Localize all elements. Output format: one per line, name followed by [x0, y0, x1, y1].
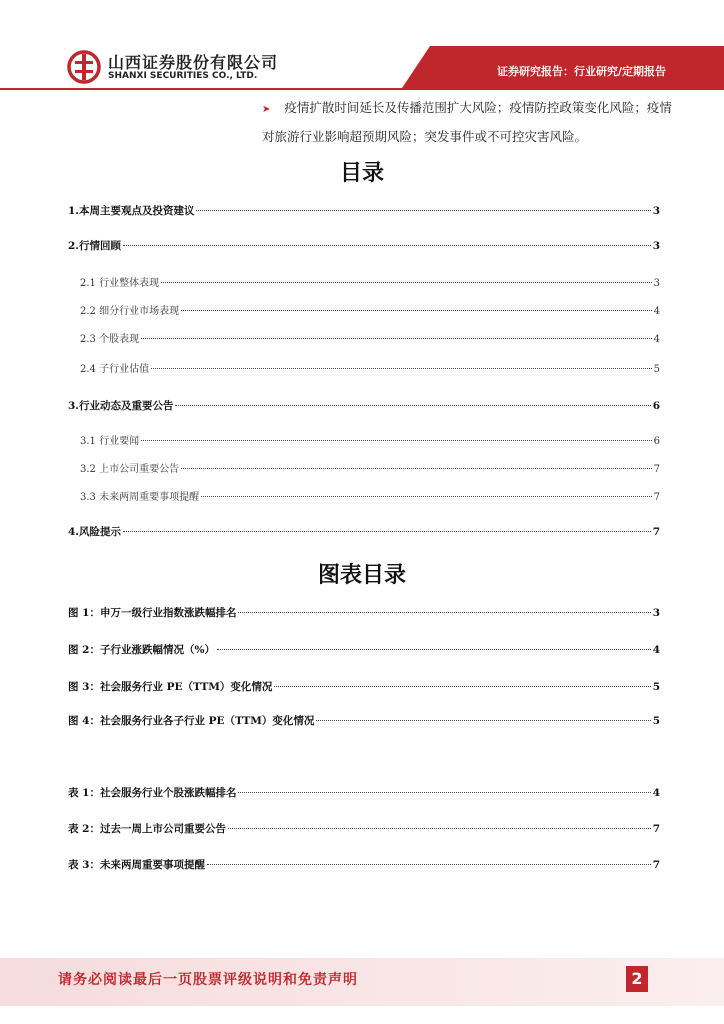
toc-entry[interactable]	[68, 642, 660, 657]
toc-entry[interactable]	[68, 713, 660, 728]
page-header	[0, 0, 724, 92]
toc-entry-page: 5	[652, 715, 660, 727]
toc-entry-label: 2.3 个股表现	[80, 334, 140, 345]
toc-entry-label: 2.2 细分行业市场表现	[80, 306, 180, 317]
toc-entry-label: 2.4 子行业估值	[80, 364, 150, 375]
toc-entry-label: 表 1：社会服务行业个股涨跌幅排名	[68, 787, 237, 799]
dot-leader	[201, 496, 652, 497]
toc-entry[interactable]	[68, 524, 660, 539]
toc-entry-page: 4	[652, 644, 660, 656]
arrow-bullet-icon: ➤	[262, 104, 271, 115]
figure-list-title: 图表目录	[317, 563, 406, 588]
toc-entry[interactable]	[80, 360, 660, 375]
toc-entry-label: 图 4：社会服务行业各子行业 PE（TTM）变化情况	[68, 715, 315, 727]
toc-entry-label: 3.3 未来两周重要事项提醒	[80, 492, 200, 503]
dot-leader	[238, 792, 650, 793]
toc-entry-page: 7	[652, 526, 660, 538]
toc-entry-page: 5	[652, 681, 660, 693]
toc-entry[interactable]	[68, 203, 660, 218]
header-divider	[0, 88, 724, 90]
toc-entry-page: 3	[652, 607, 660, 619]
toc-entry-label: 1.本周主要观点及投资建议	[68, 205, 195, 217]
dot-leader	[207, 864, 651, 865]
toc-entry[interactable]	[68, 821, 660, 836]
company-name-cn: 山西证券股份有限公司	[108, 53, 279, 72]
page-number: 2	[626, 966, 648, 992]
dot-leader	[228, 828, 651, 829]
risk-text: 疫情扩散时间延长及传播范围扩大风险；疫情防控政策变化风险；疫情对旅游行业影响超预期风险；突发事件或不可控灾害风险。	[262, 100, 672, 144]
dot-leader	[196, 210, 650, 211]
toc-entry-page: 6	[653, 436, 660, 447]
toc-entry[interactable]	[68, 785, 660, 800]
toc-entry-label: 4.风险提示	[68, 526, 121, 538]
dot-leader	[316, 720, 650, 721]
toc-entry[interactable]	[68, 605, 660, 620]
toc-entry[interactable]	[80, 330, 660, 345]
toc-entry[interactable]	[68, 398, 660, 413]
toc-entry-page: 3	[652, 205, 660, 217]
toc-entry-label: 图 3：社会服务行业 PE（TTM）变化情况	[68, 681, 273, 693]
dot-leader	[274, 686, 650, 687]
toc-entry-page: 4	[652, 787, 660, 799]
company-logo-icon	[67, 50, 101, 84]
toc-entry-page: 3	[653, 278, 660, 289]
toc-entry[interactable]	[68, 238, 660, 253]
toc-entry-label: 图 2：子行业涨跌幅情况（%）	[68, 644, 215, 656]
toc-entry[interactable]	[80, 432, 660, 447]
toc-entry-page: 5	[653, 364, 660, 375]
toc-entry[interactable]	[68, 679, 660, 694]
toc-entry-page: 6	[652, 400, 660, 412]
dot-leader	[141, 440, 652, 441]
toc-entry-label: 表 3：未来两周重要事项提醒	[68, 859, 205, 871]
toc-entry-page: 7	[653, 492, 660, 503]
toc-title: 目录	[339, 161, 384, 186]
dot-leader	[123, 531, 651, 532]
dot-leader	[238, 612, 650, 613]
toc-entry[interactable]	[80, 302, 660, 317]
dot-leader	[161, 282, 652, 283]
toc-entry-page: 4	[653, 334, 660, 345]
toc-entry[interactable]	[68, 857, 660, 872]
toc-entry-label: 表 2：过去一周上市公司重要公告	[68, 823, 226, 835]
footer-disclaimer: 请务必阅读最后一页股票评级说明和免责声明	[58, 972, 358, 988]
toc-entry-page: 3	[652, 240, 660, 252]
dot-leader	[217, 649, 651, 650]
dot-leader	[181, 310, 652, 311]
toc-entry[interactable]	[80, 274, 660, 289]
toc-entry-label: 3.2 上市公司重要公告	[80, 464, 180, 475]
toc-entry-label: 2.行情回顾	[68, 240, 121, 252]
risk-bullet	[262, 94, 682, 150]
toc-entry[interactable]	[80, 488, 660, 503]
toc-entry-page: 7	[652, 859, 660, 871]
toc-entry-label: 2.1 行业整体表现	[80, 278, 160, 289]
dot-leader	[151, 368, 652, 369]
dot-leader	[123, 245, 651, 246]
toc-entry[interactable]	[80, 460, 660, 475]
toc-entry-label: 图 1：申万一级行业指数涨跌幅排名	[68, 607, 237, 619]
toc-entry-label: 3.1 行业要闻	[80, 436, 140, 447]
company-name-en: SHANXI SECURITIES CO., LTD.	[108, 71, 258, 81]
toc-entry-page: 7	[653, 464, 660, 475]
dot-leader	[175, 405, 650, 406]
dot-leader	[181, 468, 652, 469]
dot-leader	[141, 338, 652, 339]
toc-entry-label: 3.行业动态及重要公告	[68, 400, 174, 412]
toc-entry-page: 4	[653, 306, 660, 317]
report-type: 证券研究报告：行业研究/定期报告	[496, 65, 666, 78]
toc-entry-page: 7	[652, 823, 660, 835]
